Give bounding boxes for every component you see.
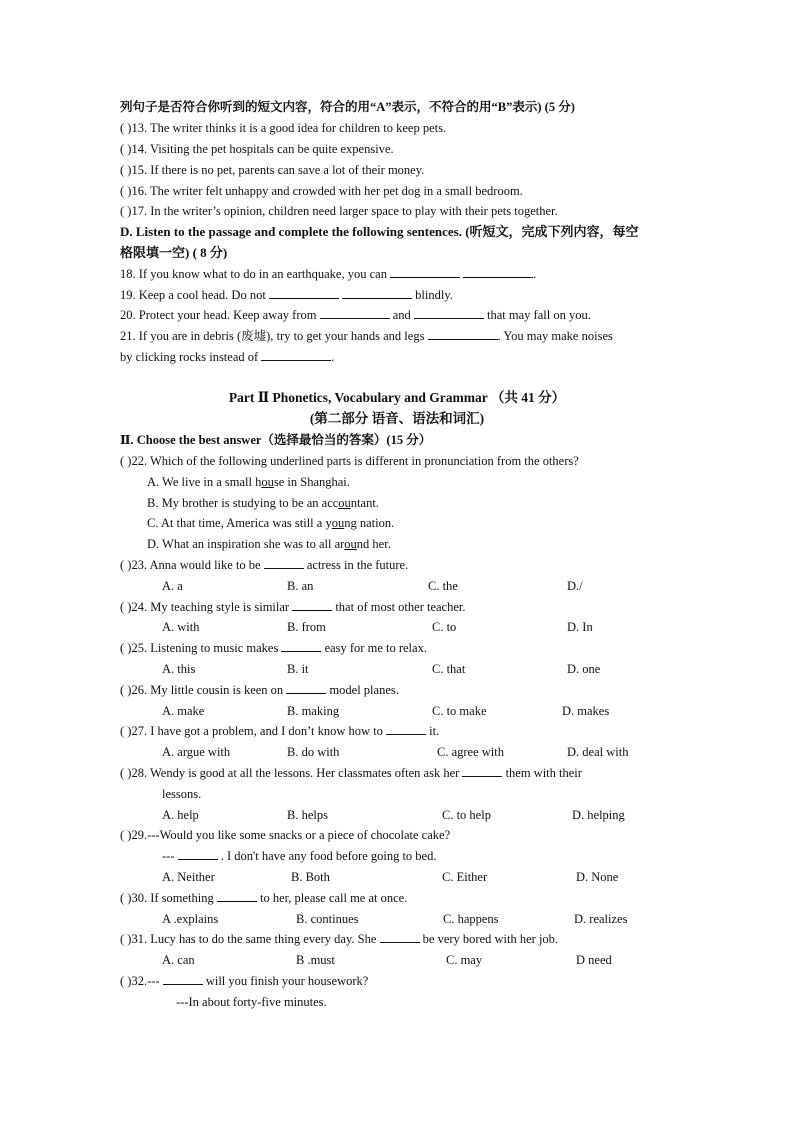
option-24-c[interactable]: C. to (432, 620, 457, 634)
answer-blank[interactable] (281, 640, 321, 652)
answer-blank[interactable] (261, 349, 331, 361)
option-27-d[interactable]: D. deal with (567, 745, 629, 759)
question-28: ( )28. Wendy is good at all the lessons. Her classmates often ask her them with their (120, 766, 582, 780)
option-29-c[interactable]: C. Either (442, 870, 488, 884)
question-17: ( )17. In the writer’s opinion, children need larger space to play with their pets together. (120, 204, 558, 218)
answer-blank[interactable] (428, 328, 498, 340)
section-d-header-line1: D. Listen to the passage and complete the following sentences. (听短文，完成下列内容，每空 (120, 224, 639, 239)
question-22: ( )22. Which of the following underlined parts is different in pronunciation from the others? (120, 454, 579, 468)
option-29-b[interactable]: B. Both (291, 870, 330, 884)
answer-blank[interactable] (178, 848, 218, 860)
option-25-d[interactable]: D. one (567, 662, 601, 676)
option-30-c[interactable]: C. happens (443, 912, 499, 926)
option-31-a[interactable]: A. can (162, 953, 195, 967)
answer-blank[interactable] (386, 723, 426, 735)
question-15: ( )15. If there is no pet, parents can save a lot of their money. (120, 163, 425, 177)
option-29-a[interactable]: A. Neither (162, 870, 215, 884)
option-25-b[interactable]: B. it (287, 662, 309, 676)
option-31-c[interactable]: C. may (446, 953, 483, 967)
option-26-a[interactable]: A. make (162, 704, 205, 718)
option-23-a[interactable]: A. a (162, 579, 183, 593)
answer-blank[interactable] (463, 266, 533, 278)
option-30-a[interactable]: A .explains (162, 912, 219, 926)
question-18: 18. If you know what to do in an earthquake, you can . (120, 267, 537, 281)
question-31: ( )31. Lucy has to do the same thing every day. She be very bored with her job. (120, 932, 559, 946)
option-28-c[interactable]: C. to help (442, 808, 491, 822)
option-25-a[interactable]: A. this (162, 662, 196, 676)
part2-subtitle: (第二部分 语音、语法和词汇) (309, 411, 485, 426)
section-c-header: 列句子是否符合你听到的短文内容，符合的用“A”表示，不符合的用“B”表示) (5 分) (120, 100, 575, 114)
question-20: 20. Protect your head. Keep away from and that may fall on you. (120, 308, 591, 322)
answer-blank[interactable] (414, 307, 484, 319)
question-26: ( )26. My little cousin is keen on model planes. (120, 683, 399, 697)
option-31-b[interactable]: B .must (296, 953, 335, 967)
answer-blank[interactable] (380, 931, 420, 943)
question-19: 19. Keep a cool head. Do not blindly. (120, 288, 453, 302)
answer-blank[interactable] (292, 599, 332, 611)
option-26-c[interactable]: C. to make (432, 704, 487, 718)
answer-blank[interactable] (286, 682, 326, 694)
question-13: ( )13. The writer thinks it is a good idea for children to keep pets. (120, 121, 447, 135)
option-22-a: A. We live in a small house in Shanghai. (147, 475, 350, 489)
option-31-d[interactable]: D need (576, 953, 612, 967)
answer-blank[interactable] (342, 287, 412, 299)
option-27-b[interactable]: B. do with (287, 745, 340, 759)
option-26-d[interactable]: D. makes (562, 704, 610, 718)
question-29-reply: --- . I don't have any food before going to bed. (162, 849, 437, 863)
option-27-c[interactable]: C. agree with (437, 745, 504, 759)
option-24-a[interactable]: A. with (162, 620, 200, 634)
question-27: ( )27. I have got a problem, and I don’t know how to it. (120, 724, 440, 738)
question-29: ( )29.---Would you like some snacks or a piece of chocolate cake? (120, 828, 451, 842)
question-21: 21. If you are in debris (废墟), try to get your hands and legs . You may make noises (120, 329, 613, 343)
option-27-a[interactable]: A. argue with (162, 745, 231, 759)
question-30: ( )30. If something to her, please call me at once. (120, 891, 408, 905)
option-30-b[interactable]: B. continues (296, 912, 359, 926)
section-2-header: Ⅱ. Choose the best answer（选择最恰当的答案）(15 分） (120, 433, 432, 447)
answer-blank[interactable] (217, 890, 257, 902)
option-24-b[interactable]: B. from (287, 620, 326, 634)
option-30-d[interactable]: D. realizes (574, 912, 628, 926)
answer-blank[interactable] (163, 973, 203, 985)
option-24-d[interactable]: D. In (567, 620, 593, 634)
question-14: ( )14. Visiting the pet hospitals can be quite expensive. (120, 142, 394, 156)
option-23-d[interactable]: D./ (567, 579, 583, 593)
option-28-b[interactable]: B. helps (287, 808, 328, 822)
answer-blank[interactable] (269, 287, 339, 299)
answer-blank[interactable] (462, 765, 502, 777)
question-23: ( )23. Anna would like to be actress in the future. (120, 558, 409, 572)
option-22-d: D. What an inspiration she was to all around her. (147, 537, 391, 551)
question-21-cont: by clicking rocks instead of . (120, 350, 335, 364)
option-28-d[interactable]: D. helping (572, 808, 625, 822)
part2-title: Part Ⅱ Phonetics, Vocabulary and Grammar （共 41 分） (228, 390, 566, 405)
answer-blank[interactable] (390, 266, 460, 278)
question-24: ( )24. My teaching style is similar that of most other teacher. (120, 600, 466, 614)
option-22-b: B. My brother is studying to be an accountant. (147, 496, 379, 510)
option-28-a[interactable]: A. help (162, 808, 199, 822)
option-23-b[interactable]: B. an (287, 579, 314, 593)
option-22-c: C. At that time, America was still a young nation. (147, 516, 395, 530)
question-16: ( )16. The writer felt unhappy and crowded with her pet dog in a small bedroom. (120, 184, 523, 198)
option-26-b[interactable]: B. making (287, 704, 340, 718)
question-32: ( )32.--- will you finish your housework? (120, 974, 369, 988)
option-25-c[interactable]: C. that (432, 662, 466, 676)
question-32-reply: ---In about forty-five minutes. (176, 995, 327, 1009)
answer-blank[interactable] (264, 557, 304, 569)
answer-blank[interactable] (320, 307, 390, 319)
question-25: ( )25. Listening to music makes easy for me to relax. (120, 641, 427, 655)
option-29-d[interactable]: D. None (576, 870, 619, 884)
question-28-cont: lessons. (162, 787, 202, 801)
option-23-c[interactable]: C. the (428, 579, 458, 593)
section-d-header-line2: 格限填一空) ( 8 分) (120, 245, 228, 260)
